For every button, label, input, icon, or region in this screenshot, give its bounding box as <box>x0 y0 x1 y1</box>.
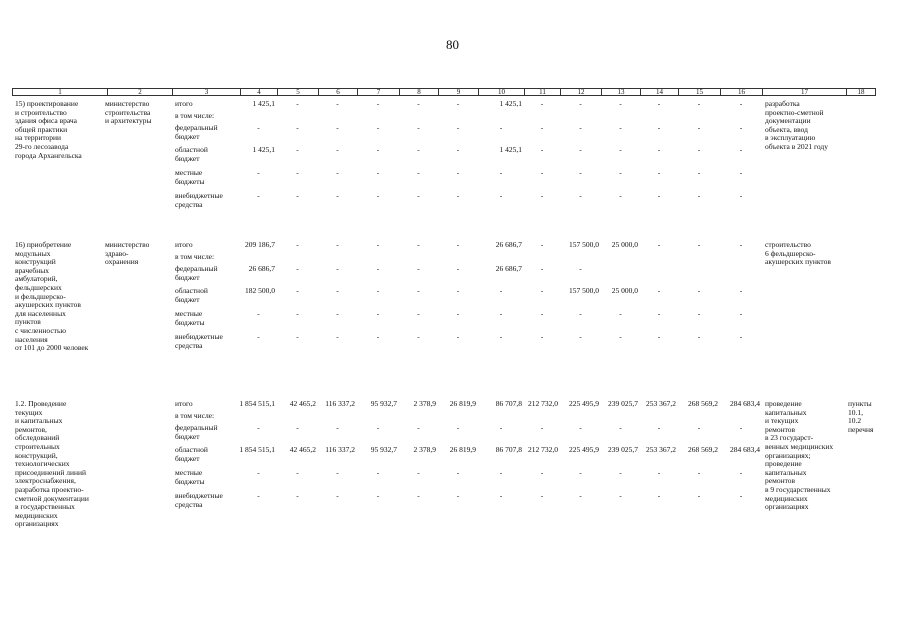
value-cell: - <box>657 168 661 177</box>
value-cell: - <box>376 240 380 249</box>
value-cell: - <box>456 491 460 500</box>
value-cell: - <box>456 145 460 154</box>
value-cell: - <box>739 240 743 249</box>
value-cell: - <box>336 423 339 432</box>
value-cell: - <box>499 332 503 341</box>
value-cell: - <box>619 468 622 477</box>
value-cell: - <box>697 99 701 108</box>
column-header-6: 6 <box>318 88 357 96</box>
column-header-7: 7 <box>357 88 399 96</box>
value-cell: - <box>697 423 701 432</box>
value-cell: - <box>296 423 299 432</box>
value-cell: - <box>257 191 260 200</box>
value-cell: 116 337,2 <box>325 399 355 408</box>
value-cell: - <box>739 168 743 177</box>
value-cell: 2 378,9 <box>413 445 436 454</box>
value-cell: - <box>540 240 544 249</box>
value-cell: - <box>739 423 743 432</box>
value-cell: - <box>499 309 503 318</box>
value-cell: - <box>376 191 380 200</box>
value-cell: - <box>336 468 339 477</box>
value-cell: 239 025,7 <box>608 399 638 408</box>
value-cell: - <box>417 99 420 108</box>
value-cell: - <box>499 468 503 477</box>
value-cell: - <box>336 123 339 132</box>
value-cell: - <box>540 168 544 177</box>
value-cell: 157 500,0 <box>569 240 599 249</box>
row-label: итого <box>175 240 193 249</box>
value-cell: - <box>417 145 420 154</box>
row-label: местные бюджеты <box>175 468 205 486</box>
value-cell: - <box>456 168 460 177</box>
value-cell: - <box>657 491 661 500</box>
value-cell: 25 000,0 <box>611 286 638 295</box>
value-cell: - <box>336 99 339 108</box>
row-label: федеральный бюджет <box>175 264 218 282</box>
value-cell: - <box>657 99 661 108</box>
value-cell: - <box>257 309 260 318</box>
value-cell: - <box>257 332 260 341</box>
value-cell: 268 569,2 <box>688 399 718 408</box>
column-header-14: 14 <box>640 88 678 96</box>
value-cell: - <box>579 468 582 477</box>
table-header-row <box>12 88 876 96</box>
value-cell: - <box>296 468 299 477</box>
column-header-13: 13 <box>601 88 640 96</box>
value-cell: - <box>417 423 420 432</box>
value-cell: - <box>540 286 544 295</box>
value-cell: 86 707,8 <box>495 445 522 454</box>
value-cell: - <box>739 491 743 500</box>
column-header-8: 8 <box>399 88 438 96</box>
value-cell: - <box>579 168 582 177</box>
value-cell: - <box>697 145 701 154</box>
value-cell: - <box>336 240 339 249</box>
value-cell: - <box>739 468 743 477</box>
measure-name: 16) приобретение модульных конструкций врачебных амбулаторий, фельдшерских и фельдшерско- акушерских пунктов для населенных пунктов с численностью населения от 101 до 2000 человек <box>15 240 89 353</box>
row-label: в том числе: <box>175 111 215 120</box>
reference: пункты 10.1, 10.2 перечня <box>848 399 874 434</box>
value-cell: 284 683,4 <box>730 445 760 454</box>
value-cell: - <box>499 423 503 432</box>
value-cell: - <box>619 191 622 200</box>
value-cell: - <box>417 286 420 295</box>
value-cell: - <box>376 145 380 154</box>
value-cell: - <box>579 99 582 108</box>
value-cell: 212 732,0 <box>528 445 558 454</box>
value-cell: - <box>376 423 380 432</box>
value-cell: - <box>540 309 544 318</box>
column-header-12: 12 <box>560 88 601 96</box>
value-cell: - <box>540 145 544 154</box>
value-cell: - <box>456 123 460 132</box>
value-cell: - <box>376 168 380 177</box>
value-cell: - <box>376 468 380 477</box>
value-cell: 157 500,0 <box>569 286 599 295</box>
value-cell: - <box>697 191 701 200</box>
value-cell: - <box>739 145 743 154</box>
row-label: внебюджетные средства <box>175 491 223 509</box>
value-cell: - <box>697 468 701 477</box>
value-cell: - <box>739 286 743 295</box>
row-label: федеральный бюджет <box>175 123 218 141</box>
value-cell: 1 425,1 <box>252 99 275 108</box>
value-cell: - <box>739 332 743 341</box>
value-cell: - <box>540 468 544 477</box>
row-label: местные бюджеты <box>175 168 205 186</box>
value-cell: - <box>296 240 299 249</box>
value-cell: 268 569,2 <box>688 445 718 454</box>
value-cell: - <box>619 491 622 500</box>
value-cell: 42 465,2 <box>289 399 316 408</box>
value-cell: 284 683,4 <box>730 399 760 408</box>
value-cell: - <box>417 240 420 249</box>
value-cell: 212 732,0 <box>528 399 558 408</box>
executor: министерство строительства и архитектуры <box>105 99 152 126</box>
value-cell: - <box>417 123 420 132</box>
value-cell: - <box>657 123 661 132</box>
value-cell: - <box>336 264 339 273</box>
value-cell: - <box>417 332 420 341</box>
value-cell: - <box>739 309 743 318</box>
column-header-17: 17 <box>762 88 846 96</box>
measure-name: 15) проектирование и строительство здания офиса врача общей практики на территории 29-го лесозавода города Архангельска <box>15 99 82 160</box>
value-cell: - <box>540 332 544 341</box>
value-cell: - <box>540 99 544 108</box>
value-cell: 26 686,7 <box>495 264 522 273</box>
expected-result: разработка проектно-сметной документации объекта, ввод в эксплуатацию объекта в 2021 году <box>765 99 828 151</box>
value-cell: - <box>657 309 661 318</box>
value-cell: - <box>296 264 299 273</box>
value-cell: - <box>657 332 661 341</box>
value-cell: - <box>456 468 460 477</box>
value-cell: 116 337,2 <box>325 445 355 454</box>
page-number: 80 <box>446 37 459 52</box>
value-cell: - <box>619 99 622 108</box>
value-cell: - <box>540 491 544 500</box>
row-label: внебюджетные средства <box>175 332 223 350</box>
value-cell: - <box>499 191 503 200</box>
value-cell: - <box>739 99 743 108</box>
value-cell: 1 425,1 <box>499 99 522 108</box>
value-cell: - <box>417 491 420 500</box>
value-cell: - <box>657 145 661 154</box>
row-label: областной бюджет <box>175 286 208 304</box>
row-label: в том числе: <box>175 252 215 261</box>
value-cell: - <box>456 332 460 341</box>
value-cell: - <box>417 168 420 177</box>
value-cell: - <box>257 468 260 477</box>
column-header-5: 5 <box>277 88 318 96</box>
value-cell: 1 854 515,1 <box>239 399 275 408</box>
value-cell: - <box>657 191 661 200</box>
value-cell: - <box>296 332 299 341</box>
value-cell: - <box>417 264 420 273</box>
column-header-4: 4 <box>240 88 277 96</box>
value-cell: - <box>579 309 582 318</box>
value-cell: - <box>540 264 544 273</box>
value-cell: 225 495,9 <box>569 445 599 454</box>
value-cell: - <box>257 168 260 177</box>
value-cell: - <box>739 123 743 132</box>
value-cell: - <box>697 309 701 318</box>
row-label: итого <box>175 99 193 108</box>
value-cell: 26 686,7 <box>495 240 522 249</box>
value-cell: - <box>499 123 503 132</box>
value-cell: - <box>336 145 339 154</box>
value-cell: - <box>296 286 299 295</box>
value-cell: - <box>579 491 582 500</box>
value-cell: - <box>579 145 582 154</box>
value-cell: 2 378,9 <box>413 399 436 408</box>
value-cell: 182 500,0 <box>245 286 275 295</box>
row-label: областной бюджет <box>175 145 208 163</box>
value-cell: - <box>456 264 460 273</box>
value-cell: - <box>296 191 299 200</box>
value-cell: - <box>540 123 544 132</box>
value-cell: - <box>376 123 380 132</box>
value-cell: - <box>257 491 260 500</box>
row-label: областной бюджет <box>175 445 208 463</box>
value-cell: - <box>619 145 622 154</box>
value-cell: - <box>417 468 420 477</box>
column-header-2: 2 <box>107 88 172 96</box>
value-cell: - <box>499 491 503 500</box>
value-cell: 42 465,2 <box>289 445 316 454</box>
value-cell: - <box>657 240 661 249</box>
value-cell: - <box>417 191 420 200</box>
value-cell: 86 707,8 <box>495 399 522 408</box>
value-cell: - <box>697 286 701 295</box>
value-cell: - <box>296 491 299 500</box>
value-cell: - <box>296 123 299 132</box>
row-label: внебюджетные средства <box>175 191 223 209</box>
value-cell: - <box>456 309 460 318</box>
value-cell: - <box>697 240 701 249</box>
value-cell: - <box>376 99 380 108</box>
row-label: местные бюджеты <box>175 309 205 327</box>
column-header-15: 15 <box>678 88 720 96</box>
value-cell: - <box>579 332 582 341</box>
value-cell: - <box>336 491 339 500</box>
value-cell: 1 854 515,1 <box>239 445 275 454</box>
value-cell: - <box>619 423 622 432</box>
value-cell: - <box>657 423 661 432</box>
value-cell: - <box>657 468 661 477</box>
value-cell: 239 025,7 <box>608 445 638 454</box>
value-cell: 253 367,2 <box>646 399 676 408</box>
value-cell: - <box>417 309 420 318</box>
value-cell: - <box>336 309 339 318</box>
value-cell: - <box>296 168 299 177</box>
value-cell: - <box>499 286 503 295</box>
value-cell: - <box>619 309 622 318</box>
value-cell: - <box>579 191 582 200</box>
value-cell: - <box>376 332 380 341</box>
value-cell: - <box>619 123 622 132</box>
value-cell: - <box>376 491 380 500</box>
row-label: федеральный бюджет <box>175 423 218 441</box>
value-cell: 95 932,7 <box>370 445 397 454</box>
value-cell: - <box>697 123 701 132</box>
column-header-16: 16 <box>720 88 762 96</box>
value-cell: - <box>336 191 339 200</box>
value-cell: 26 819,9 <box>449 399 476 408</box>
value-cell: - <box>499 168 503 177</box>
value-cell: - <box>296 99 299 108</box>
value-cell: - <box>739 191 743 200</box>
value-cell: 26 819,9 <box>449 445 476 454</box>
column-header-10: 10 <box>478 88 524 96</box>
value-cell: - <box>619 168 622 177</box>
row-label: итого <box>175 399 193 408</box>
value-cell: - <box>456 240 460 249</box>
value-cell: - <box>540 191 544 200</box>
measure-name: 1.2. Проведение текущих и капитальных ремонтов, обследований строительных конструкций, технологических присоединений линий электроснабжения, разработка проектно- сметной документации в государственных медицинских организациях <box>15 399 89 529</box>
value-cell: - <box>579 423 582 432</box>
value-cell: - <box>456 99 460 108</box>
value-cell: 253 367,2 <box>646 445 676 454</box>
value-cell: - <box>697 332 701 341</box>
value-cell: - <box>456 286 460 295</box>
value-cell: - <box>296 309 299 318</box>
value-cell: - <box>376 286 380 295</box>
value-cell: 95 932,7 <box>370 399 397 408</box>
value-cell: - <box>376 309 380 318</box>
value-cell: - <box>257 423 260 432</box>
value-cell: - <box>456 423 460 432</box>
value-cell: - <box>697 491 701 500</box>
value-cell: - <box>296 145 299 154</box>
value-cell: - <box>657 286 661 295</box>
value-cell: - <box>336 168 339 177</box>
value-cell: - <box>336 286 339 295</box>
value-cell: 209 186,7 <box>245 240 275 249</box>
value-cell: - <box>579 264 582 273</box>
column-header-9: 9 <box>438 88 478 96</box>
value-cell: 225 495,9 <box>569 399 599 408</box>
value-cell: 25 000,0 <box>611 240 638 249</box>
value-cell: - <box>376 264 380 273</box>
value-cell: 1 425,1 <box>252 145 275 154</box>
expected-result: строительство 6 фельдшерско- акушерских пунктов <box>765 240 831 267</box>
value-cell: - <box>336 332 339 341</box>
value-cell: - <box>257 123 260 132</box>
value-cell: - <box>619 332 622 341</box>
value-cell: 1 425,1 <box>499 145 522 154</box>
column-header-18: 18 <box>846 88 876 96</box>
column-header-11: 11 <box>524 88 560 96</box>
executor: министерство здраво- охранения <box>105 240 150 267</box>
row-label: в том числе: <box>175 411 215 420</box>
value-cell: - <box>579 123 582 132</box>
value-cell: - <box>540 423 544 432</box>
column-header-3: 3 <box>172 88 240 96</box>
value-cell: - <box>456 191 460 200</box>
column-header-1: 1 <box>12 88 107 96</box>
expected-result: проведение капитальных и текущих ремонтов в 23 государст- венных медицинских организациях; проведение капитальных ремонтов в 9 государственных медицинских организациях <box>765 399 834 512</box>
value-cell: 26 686,7 <box>248 264 275 273</box>
value-cell: - <box>697 168 701 177</box>
